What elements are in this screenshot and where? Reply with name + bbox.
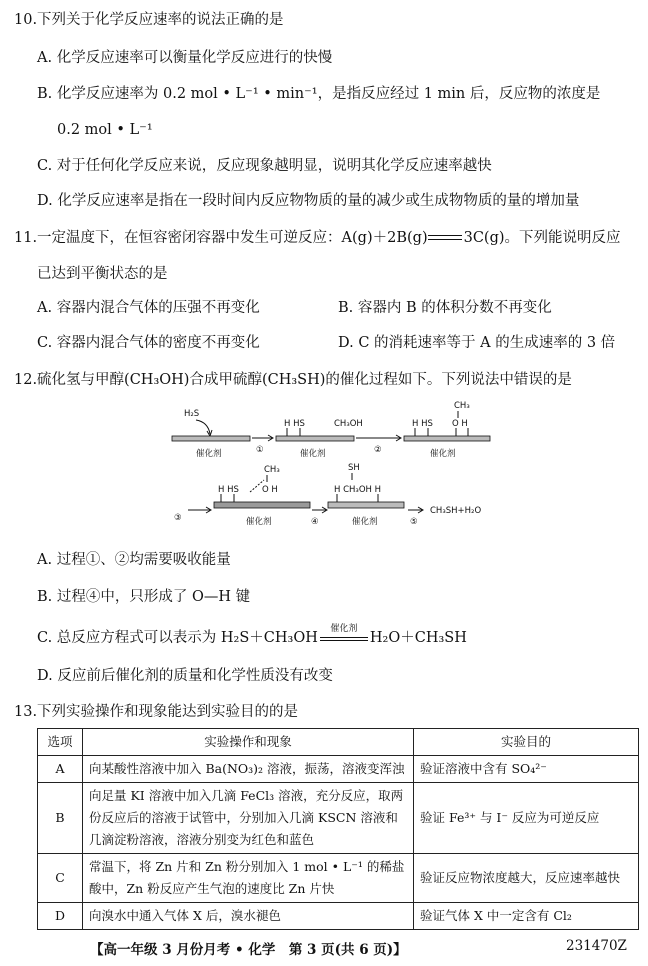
step-4-label: ④ <box>311 517 319 527</box>
q10-option-c: C. 对于任何化学反应来说，反应现象越明显，说明其化学反应速率越快 <box>37 158 492 174</box>
q12-option-d: D. 反应前后催化剂的质量和化学性质没有改变 <box>37 668 333 684</box>
catalyst-surface-1 <box>172 436 250 441</box>
q11-option-d: D. C 的消耗速率等于 A 的生成速率的 3 倍 <box>338 335 616 351</box>
stage-3-ch3: CH₃ <box>454 401 470 411</box>
catalyst-label-4: 催化剂 <box>246 517 272 527</box>
q10-option-a: A. 化学反应速率可以衡量化学反应进行的快慢 <box>37 50 333 66</box>
stage-5 <box>328 463 404 527</box>
row-operation: 向某酸性溶液中加入 Ba(NO₃)₂ 溶液，振荡，溶液变浑浊 <box>83 756 414 783</box>
step-3-label: ③ <box>174 513 182 523</box>
header-goal: 实验目的 <box>414 729 639 756</box>
table-row <box>38 783 639 854</box>
stage-5-sh: SH <box>348 463 360 473</box>
catalyst-label-5: 催化剂 <box>352 517 378 527</box>
row-operation: 向溴水中通入气体 X 后，溴水褪色 <box>83 903 414 930</box>
q10-option-d: D. 化学反应速率是指在一段时间内反应物物质的量的减少或生成物物质的量的增加量 <box>37 193 580 209</box>
stage-4-ch3: CH₃ <box>264 465 280 475</box>
row-operation: 向足量 KI 溶液中加入几滴 FeCl₃ 溶液，充分反应，取两份反应后的溶液于试管中，分别加入几滴 KSCN 溶液和几滴淀粉溶液，溶液分别变为红色和蓝色 <box>83 783 414 854</box>
page-footer-title: 【高一年级 3 月份月考 • 化学 第 3 页(共 6 页)】 <box>90 942 407 958</box>
q12-option-b: B. 过程④中，只形成了 O—H 键 <box>37 589 251 605</box>
stage-2 <box>276 419 363 459</box>
q12-option-c-post: H₂O＋CH₃SH <box>369 630 467 646</box>
header-operation: 实验操作和现象 <box>83 729 414 756</box>
equilibrium-arrow-icon <box>428 233 464 243</box>
stage-3-species: H HS <box>412 419 433 429</box>
q12-stem: 12.硫化氢与甲醇(CH₃OH)合成甲硫醇(CH₃SH)的催化过程如下。下列说法中错误的是 <box>14 372 572 388</box>
header-option: 选项 <box>38 729 83 756</box>
catalyst-condition-label: 催化剂 <box>330 624 358 634</box>
row-goal: 验证气体 X 中一定含有 Cl₂ <box>414 903 639 930</box>
q13-stem: 13.下列实验操作和现象能达到实验目的的是 <box>14 704 299 720</box>
q13-table <box>37 728 639 930</box>
h2s-label: H₂S <box>184 409 200 419</box>
q11-stem-pre: 11.一定温度下，在恒容密闭容器中发生可逆反应：A(g)＋2B(g) <box>14 230 428 246</box>
catalysis-process-figure <box>168 398 498 528</box>
row-goal: 验证反应物浓度越大，反应速率越快 <box>414 854 639 903</box>
table-header-row <box>38 729 639 756</box>
page-footer-code: 231470Z <box>566 938 627 954</box>
q10-stem: 10.下列关于化学反应速率的说法正确的是 <box>14 12 284 28</box>
catalyst-surface-4 <box>214 502 310 508</box>
q12-option-c-pre: C. 总反应方程式可以表示为 H₂S＋CH₃OH <box>37 630 318 646</box>
q11-option-a: A. 容器内混合气体的压强不再变化 <box>37 300 260 316</box>
catalyst-label-1: 催化剂 <box>196 449 222 459</box>
table-row <box>38 854 639 903</box>
q10-option-b-line2: 0.2 mol • L⁻¹ <box>57 122 153 138</box>
row-option: A <box>38 756 83 783</box>
step-2-label: ② <box>374 445 382 455</box>
row-operation: 常温下，将 Zn 片和 Zn 粉分别加入 1 mol • L⁻¹ 的稀盐酸中，Zn 粉反应产生气泡的速度比 Zn 片快 <box>83 854 414 903</box>
q11-stem-post: 3C(g)。下列能说明反应 <box>463 230 621 246</box>
table-row <box>38 756 639 783</box>
stage-5-species: H CH₃OH H <box>334 485 382 495</box>
stage-2-species: H HS <box>284 419 305 429</box>
step-5-label: ⑤ <box>410 517 418 527</box>
stage-1 <box>172 409 250 459</box>
q12-option-a: A. 过程①、②均需要吸收能量 <box>37 552 231 568</box>
catalyst-condition-arrow-icon <box>318 624 370 645</box>
row-goal: 验证 Fe³⁺ 与 I⁻ 反应为可逆反应 <box>414 783 639 854</box>
stage-3-oh: O H <box>452 419 468 429</box>
catalyst-label-3: 催化剂 <box>430 449 456 459</box>
catalyst-label-2: 催化剂 <box>300 449 326 459</box>
q12-option-c <box>37 624 467 648</box>
q11-stem <box>14 228 621 248</box>
row-option: D <box>38 903 83 930</box>
row-option: B <box>38 783 83 854</box>
catalyst-surface-3 <box>404 436 490 441</box>
stage-4-oh: O H <box>262 485 278 495</box>
stage-3 <box>404 401 490 459</box>
catalyst-surface-2 <box>276 436 354 441</box>
stage-4-species: H HS <box>218 485 239 495</box>
q11-stem-line2: 已达到平衡状态的是 <box>37 266 168 282</box>
q10-option-b-line1: B. 化学反应速率为 0.2 mol • L⁻¹ • min⁻¹，是指反应经过 1 min 后，反应物的浓度是 <box>37 86 601 102</box>
q11-option-b: B. 容器内 B 的体积分数不再变化 <box>338 300 552 316</box>
row-goal: 验证溶液中含有 SO₄²⁻ <box>414 756 639 783</box>
ch3oh-label: CH₃OH <box>334 419 363 429</box>
product-label: CH₃SH+H₂O <box>430 506 482 516</box>
catalyst-surface-5 <box>328 502 404 508</box>
row-option: C <box>38 854 83 903</box>
stage-4 <box>214 465 310 527</box>
step-1-label: ① <box>256 445 264 455</box>
table-row <box>38 903 639 930</box>
q11-option-c: C. 容器内混合气体的密度不再变化 <box>37 335 260 351</box>
